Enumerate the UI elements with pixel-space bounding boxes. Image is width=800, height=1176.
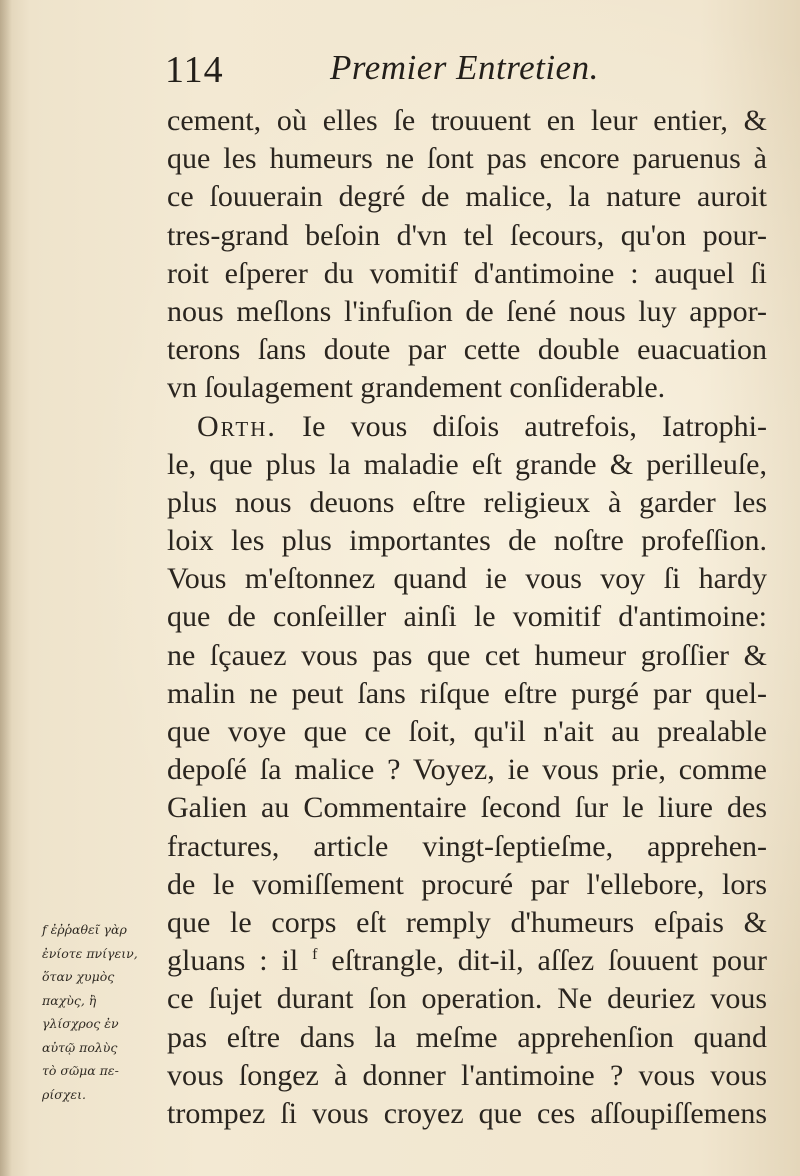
marginal-note-line: f ἐῤῥαθεῖ γὰρ: [42, 922, 127, 937]
text-line: depoſé ſa malice ? Voyez, ie vous prie, comme: [167, 753, 767, 787]
text-segment: gluans : il: [167, 944, 299, 978]
marginal-note-line: ρίσχει.: [42, 1086, 86, 1102]
marginal-note-line: αὐτῷ πολὺς: [42, 1039, 118, 1055]
page-header: [0, 44, 800, 100]
text-line: de le vomiſſement procuré par l'ellebore, lors: [167, 867, 767, 901]
text-line: que le corps eſt remply d'humeurs eſpais &: [167, 905, 767, 939]
page-number: 114: [165, 49, 224, 91]
text-line: ce ſouuerain degré de malice, la nature auroit: [167, 180, 767, 214]
marginal-note-line: ὅταν χυμὸς: [42, 969, 115, 984]
text-line: plus nous deuons eſtre religieux à garder les: [167, 485, 767, 519]
marginal-note-line: παχὺς, ἢ: [42, 992, 97, 1008]
text-line: vous ſongez à donner l'antimoine ? vous vous: [167, 1058, 767, 1092]
text-line: que les humeurs ne ſont pas encore paruenus à: [167, 142, 767, 176]
marginal-note-line: γλίσχρος ἐν: [42, 1016, 119, 1031]
text-line: nous meſlons l'infuſion de ſené nous luy appor-: [167, 294, 767, 328]
text-line: loix les plus importantes de noſtre profeſſion.: [167, 524, 767, 558]
text-line: vn ſoulagement grandement conſiderable.: [167, 371, 666, 405]
note-reference-line: [167, 942, 767, 980]
text-segment: eſtrangle, dit-il, aſſez ſouuent pour: [331, 944, 767, 978]
footnote-marker: f: [312, 946, 318, 964]
text-line: trompez ſi vous croyez que ces aſſoupiſſemens: [167, 1096, 767, 1130]
text-line: ce ſujet durant ſon operation. Ne deuriez vous: [167, 982, 767, 1016]
text-line: fractures, article vingt-ſeptieſme, apprehen-: [167, 829, 767, 863]
text-line: pas eſtre dans la meſme apprehenſion quand: [167, 1020, 767, 1054]
text-line: cement, où elles ſe trouuent en leur entier, &: [167, 104, 767, 137]
text-line: roit eſperer du vomitif d'antimoine : auquel ſi: [167, 256, 767, 290]
speaker-line-text: Ie vous diſois autrefois, Iatrophi-: [302, 409, 767, 443]
text-line: Vous m'eſtonnez quand ie vous voy ſi hardy: [167, 562, 767, 596]
text-line: Galien au Commentaire ſecond ſur le liure des: [167, 791, 767, 825]
text-line: terons ſans doute par cette double euacuation: [167, 333, 767, 367]
greek-marginal-note: [42, 918, 160, 1106]
speaker-line: [167, 408, 767, 446]
marginal-note-line: ἐνίοτε πνίγειν,: [42, 945, 138, 961]
text-line: que de conſeiller ainſi le vomitif d'antimoine:: [167, 600, 767, 634]
body-text: [167, 102, 767, 1133]
text-line: malin ne peut ſans riſque eſtre purgé par quel-: [167, 676, 767, 710]
speaker-name: Orth.: [197, 409, 277, 443]
text-line: tres-grand beſoin d'vn tel ſecours, qu'on pour-: [167, 218, 767, 252]
text-line: que voye que ce ſoit, qu'il n'ait au prealable: [167, 715, 767, 748]
marginal-note-line: τὸ σῶμα πε-: [42, 1063, 119, 1078]
text-line: ne ſçauez vous pas que cet humeur groſſier &: [167, 638, 767, 672]
running-title: Premier Entretien.: [330, 48, 599, 87]
text-line: le, que plus la maladie eſt grande & perilleuſe,: [167, 447, 767, 481]
